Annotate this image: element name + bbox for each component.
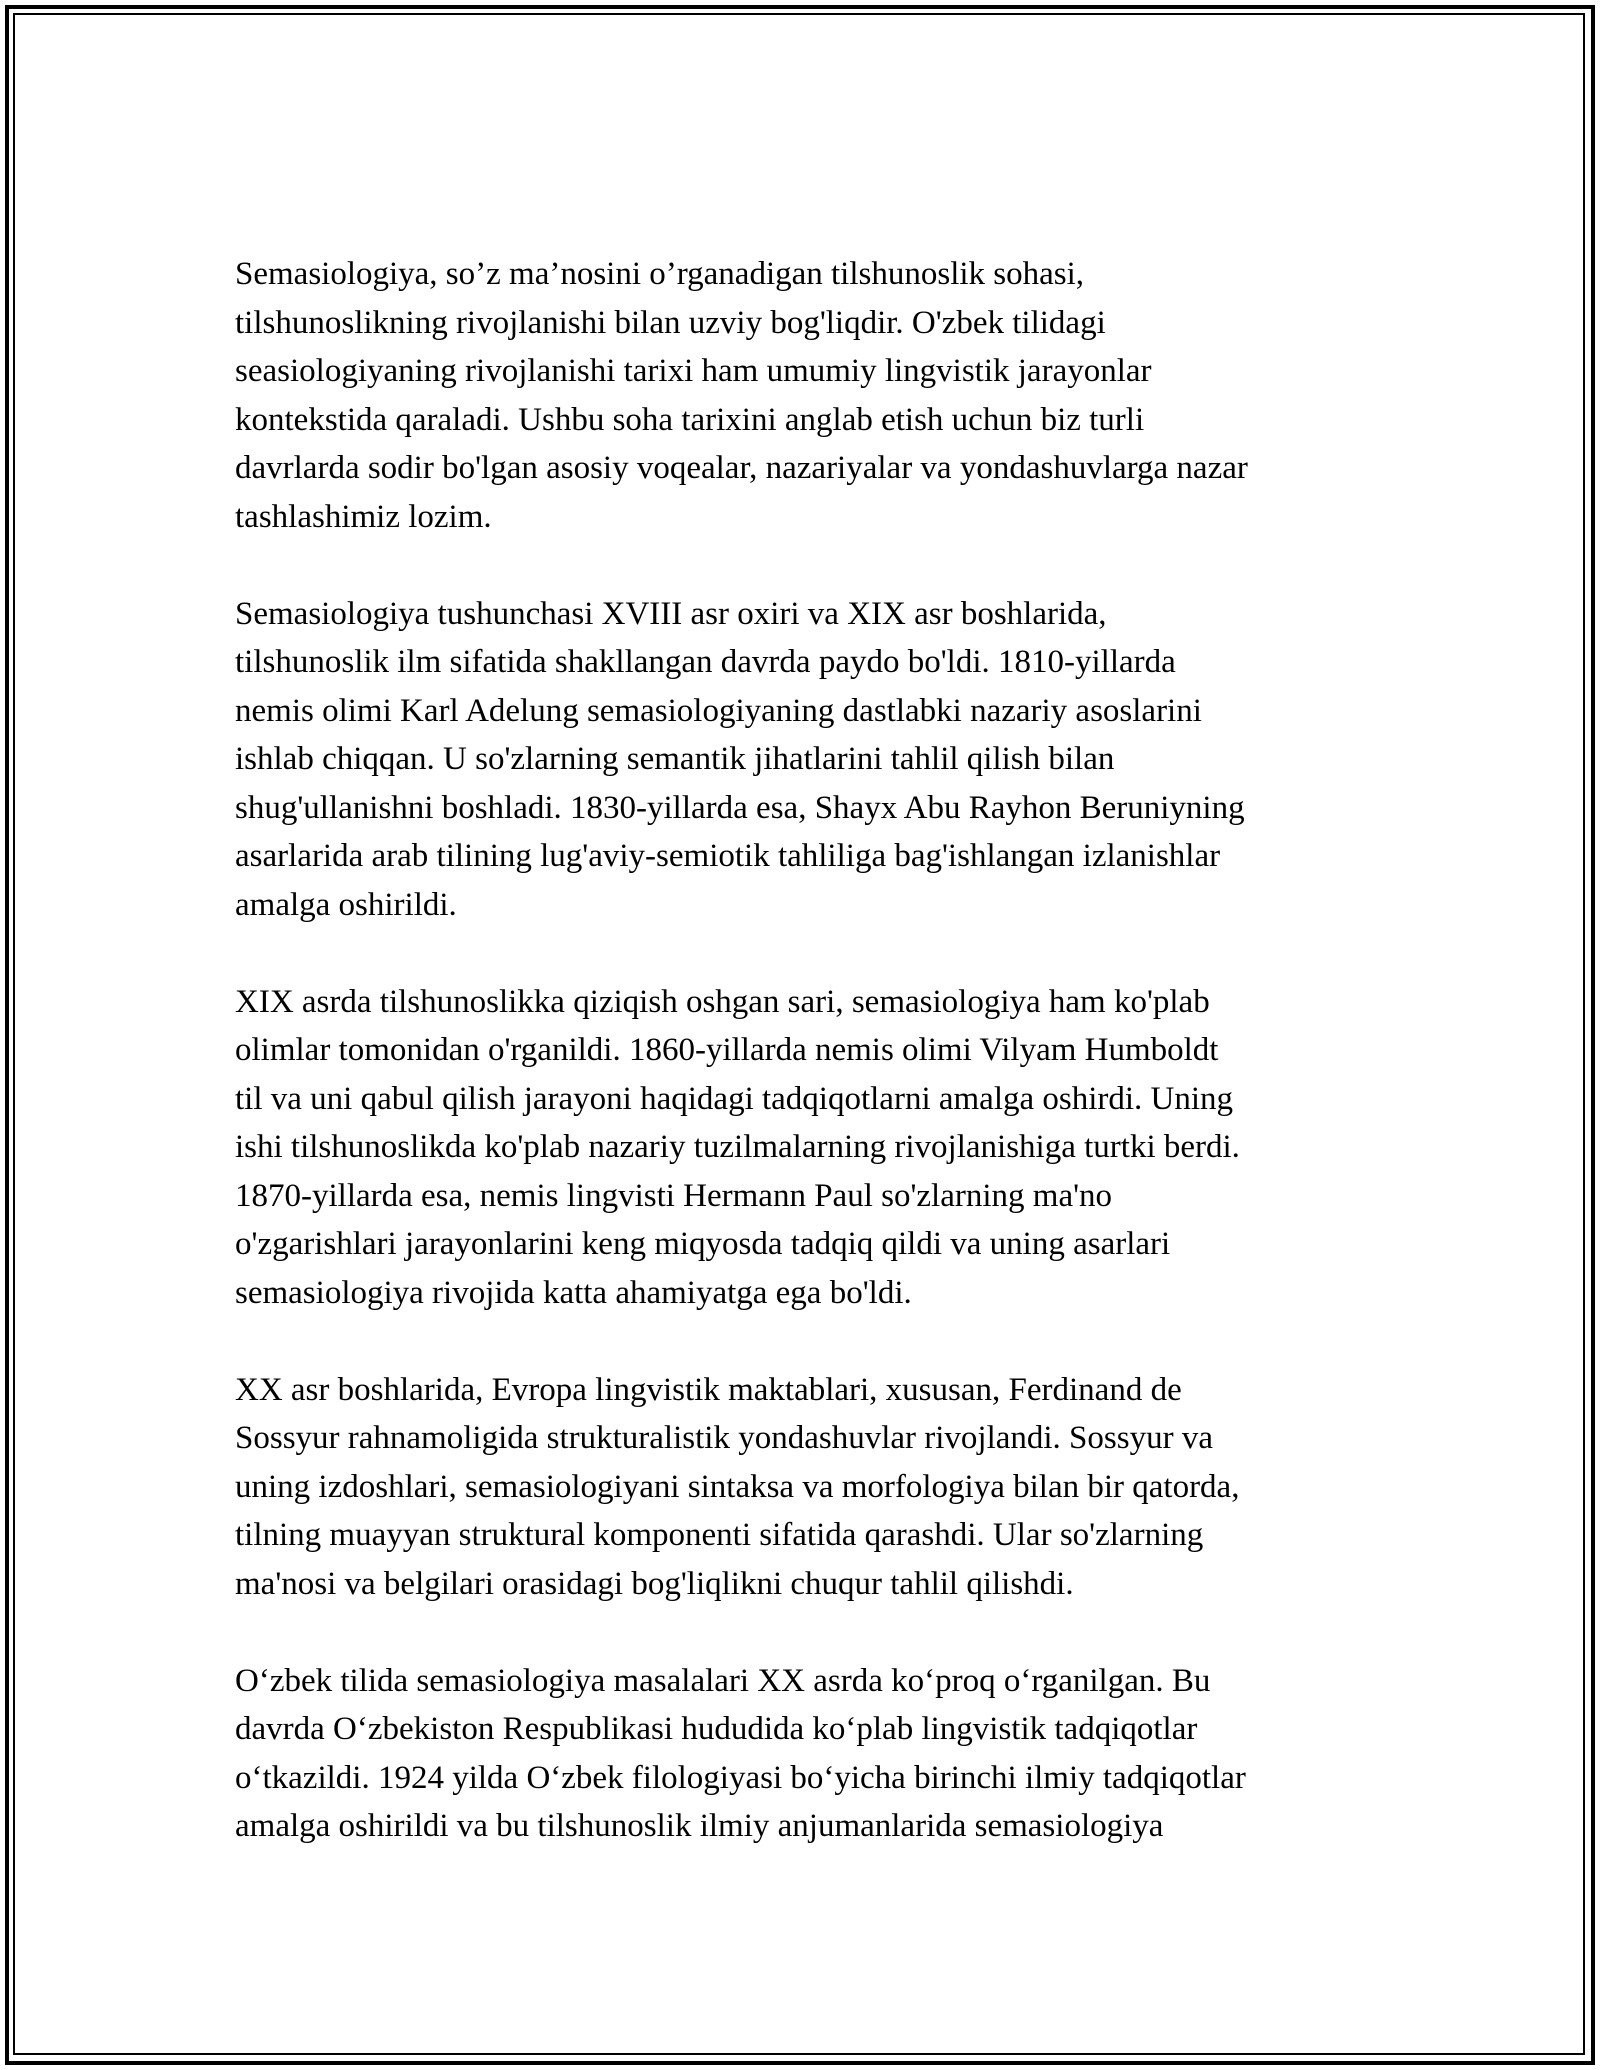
paragraph: Semasiologiya tushunchasi XVIII asr oxiri va XIX asr boshlarida, tilshunoslik ilm sifatida shakllangan davrda paydo bo'ldi. 1810-yillarda nemis olimi Karl Adelung semasiologiyaning dastlabki nazariy asoslarini ishlab chiqqan. U so'zlarning semantik jihatlarini tahlil qilish bilan shug'ullanishni boshladi. 1830-yillarda esa, Shayx Abu Rayhon Beruniyning asarlarida arab tilining lug'aviy-semiotik tahliliga bag'ishlangan izlanishlar amalga oshirildi. [235, 595, 1245, 923]
paragraph: Semasiologiya, so’z ma’nosini o’rganadigan tilshunoslik sohasi, tilshunoslikning rivojlanishi bilan uzviy bog'liqdir. O'zbek tilidagi seasiologiyaning rivojlanishi tarixi ham umumiy lingvistik jarayonlar kontekstida qaraladi. Ushbu soha tarixini anglab etish uchun biz turli davrlarda sodir bo'lgan asosiy voqealar, nazariyalar va yondashuvlarga nazar tashlashimiz lozim. [235, 256, 1248, 535]
paragraph: XIX asrda tilshunoslikka qiziqish oshgan sari, semasiologiya ham ko'plab olimlar tomonidan o'rganildi. 1860-yillarda nemis olimi Vilyam Humboldt til va uni qabul qilish jarayoni haqidagi tadqiqotlarni amalga oshirdi. Uning ishi tilshunoslikda ko'plab nazariy tuzilmalarning rivojlanishiga turtki berdi. 1870-yillarda esa, nemis lingvisti Hermann Paul so'zlarning ma'no o'zgarishlari jarayonlarini keng miqyosda tadqiq qildi va uning asarlari semasiologiya rivojida katta ahamiyatga ega bo'ldi. [235, 983, 1240, 1311]
paragraph: O‘zbek tilida semasiologiya masalalari XX asrda ko‘proq o‘rganilgan. Bu davrda O‘zbekiston Respublikasi hududida ko‘plab lingvistik tadqiqotlar o‘tkazildi. 1924 yilda O‘zbek filologiyasi bo‘yicha birinchi ilmiy tadqiqotlar amalga oshirildi va bu tilshunoslik ilmiy anjumanlarida semasiologiya [235, 1662, 1246, 1844]
paragraph: XX asr boshlarida, Evropa lingvistik maktablari, xususan, Ferdinand de Sossyur rahnamoligida strukturalistik yondashuvlar rivojlandi. Sossyur va uning izdoshlari, semasiologiyani sintaksa va morfologiya bilan bir qatorda, tilning muayyan struktural komponenti sifatida qarashdi. Ular so'zlarning ma'nosi va belgilari orasidagi bog'liqlikni chuqur tahlil qilishdi. [235, 1371, 1240, 1602]
document-body [235, 250, 1375, 1899]
